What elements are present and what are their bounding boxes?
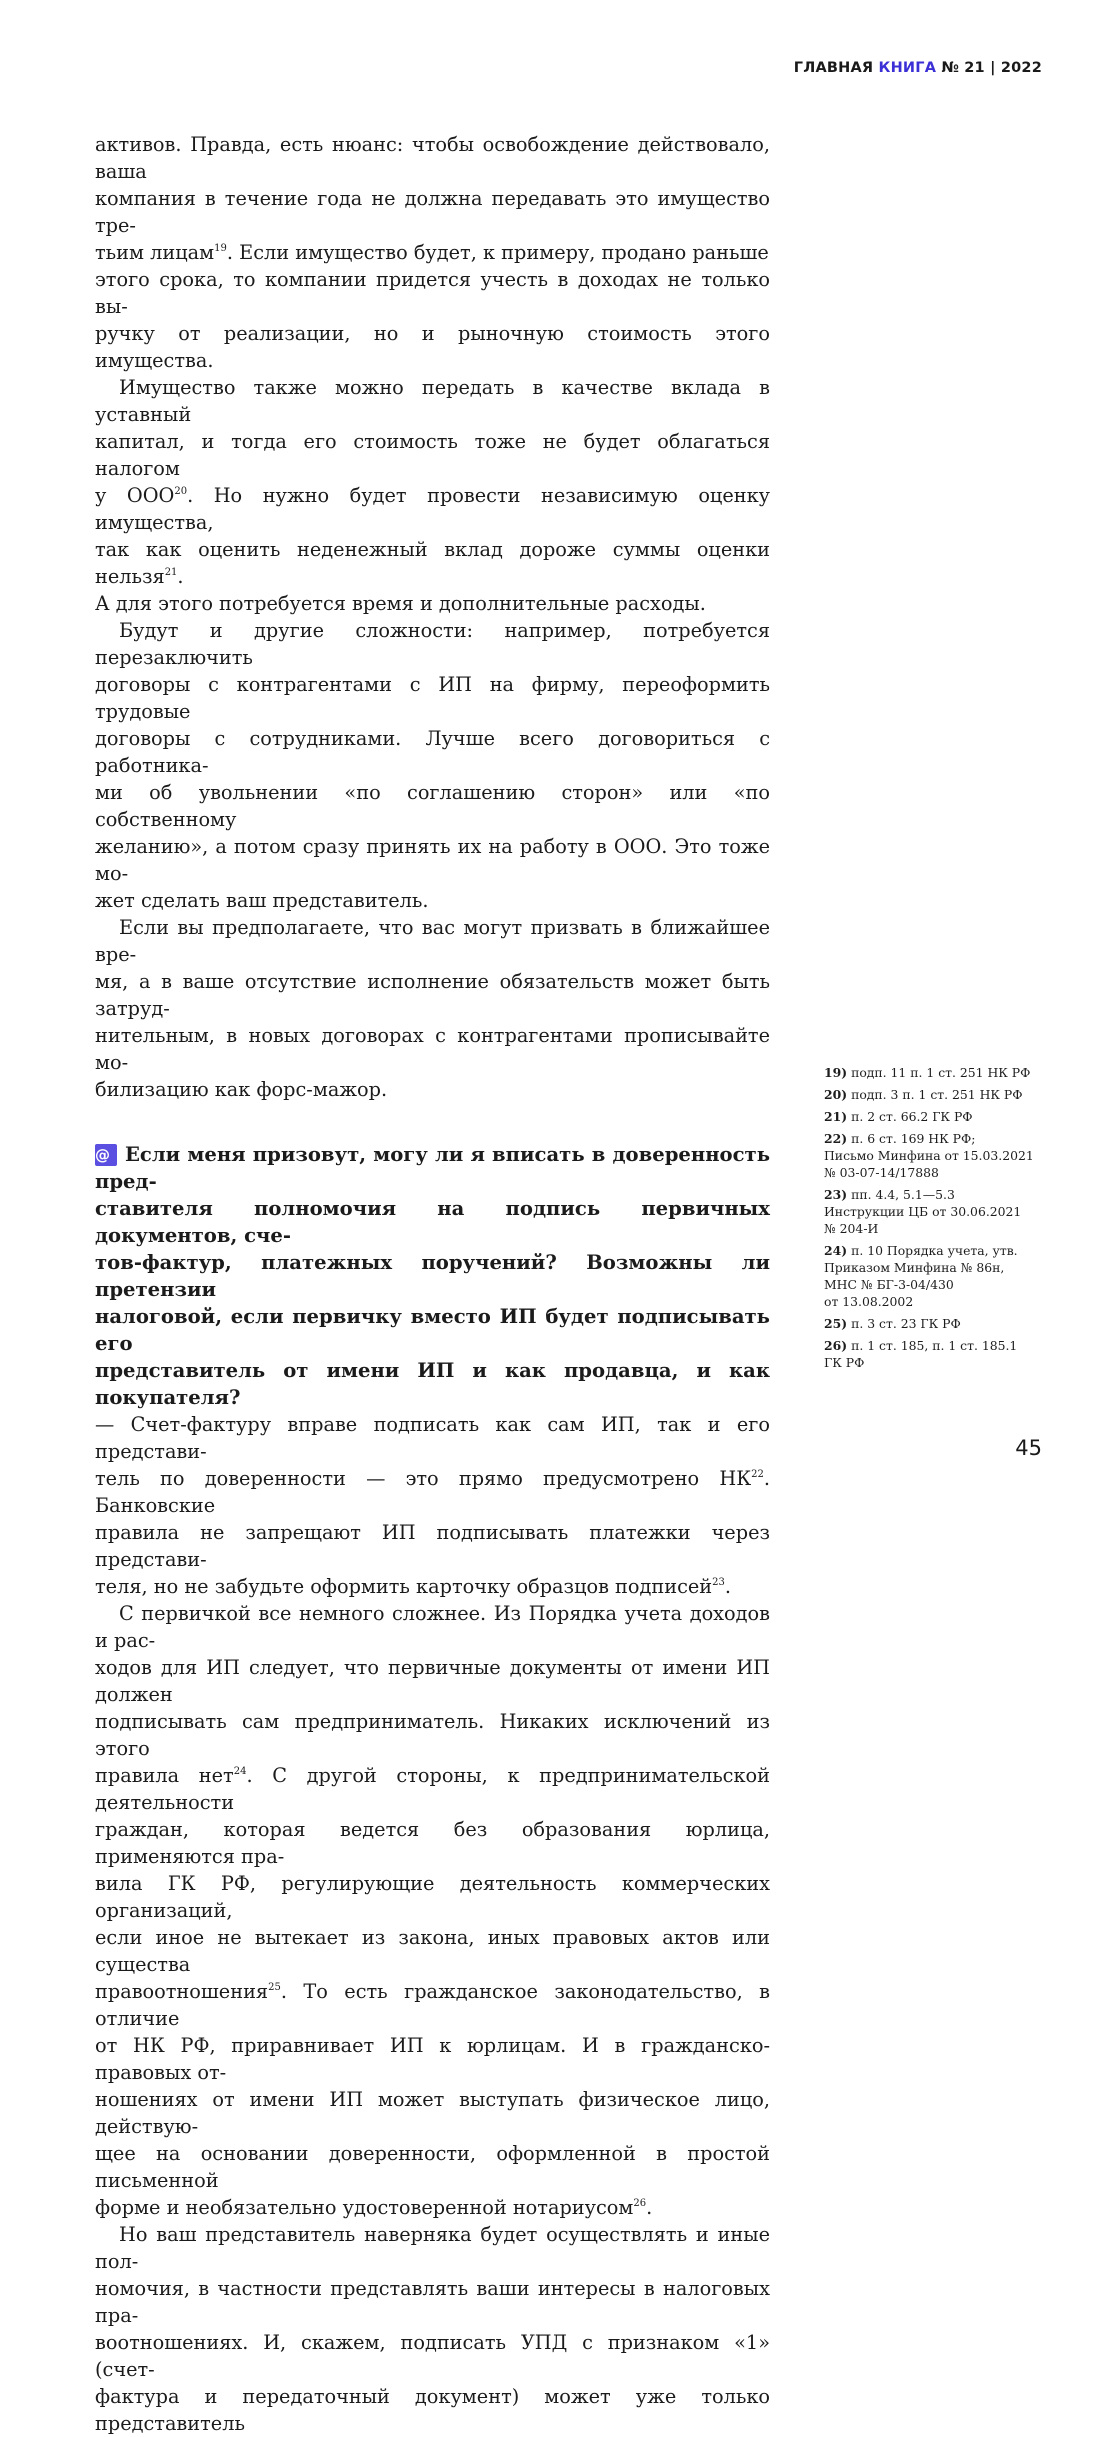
footnote-19 [824, 1064, 1049, 1081]
footnote-24 [824, 1242, 1049, 1310]
footnote-ref-23: 23 [712, 1576, 725, 1588]
paragraph-5-text-a: С первичкой все немного сложнее. Из Порядка учета доходов и рас- ходов для ИП следует, что первичные документы от имени ИП должен подписывать сам предприниматель. Никаких исключений из этого правила нет [95, 1602, 770, 1787]
paragraph-2-text-a: Имущество также можно передать в качестве вклада в уставный капитал, и тогда его стоимость тоже не будет облагаться налогом у ООО [95, 376, 770, 507]
issue-number: № 21 | 2022 [941, 60, 1042, 76]
footnote-21 [824, 1108, 1049, 1125]
magazine-title-part2: КНИГА [878, 60, 937, 76]
footnote-text: подп. 11 п. 1 ст. 251 НК РФ [851, 1065, 1031, 1080]
footnote-26 [824, 1337, 1049, 1371]
footnote-text: п. 3 ст. 23 ГК РФ [851, 1316, 961, 1331]
page-number: 45 [1015, 1436, 1042, 1460]
article-body [95, 131, 770, 2437]
paragraph-2-text-b: . Но нужно будет провести независимую оценку имущества, так как оценить неденежный вклад дороже суммы оценки нельзя [95, 484, 770, 588]
answer-text-c: . [724, 1575, 732, 1598]
footnote-text: п. 10 Порядка учета, утв. Приказом Минфина № 86н, МНС № БГ-3-04/430 от 13.08.2002 [824, 1243, 1018, 1309]
footnote-20 [824, 1086, 1049, 1103]
paragraph-5-text-c: . То есть гражданское законодательство, в отличие от НК РФ, приравнивает ИП к юрлицам. И в гражданско-правовых от- ношениях от имени ИП может выступать физическое лицо, действую- щее на основании доверенности, оформленной в простой письменной форме и необязательно удостоверенной нотариусом [95, 1980, 770, 2219]
answer-text-a: — Счет-фактуру вправе подписать как сам ИП, так и его представи- тель по доверенности — это прямо предусмотрено НК [95, 1413, 770, 1490]
paragraph-1 [95, 131, 770, 374]
answer-text-b: . Банковские правила не запрещают ИП подписывать платежки через представи- теля, но не забудьте оформить карточку образцов подписей [95, 1467, 770, 1598]
footnote-22 [824, 1130, 1049, 1181]
paragraph-1-text-a: активов. Правда, есть нюанс: чтобы освобождение действовало, ваша компания в течение года не должна передавать это имущество тре- тьим лицам [95, 133, 770, 264]
footnote-number: 22) [824, 1131, 848, 1146]
question-text: Если меня призовут, могу ли я вписать в доверенность пред- ставителя полномочия на подпись первичных документов, сче- тов-фактур, платежных поручений? Возможны ли претензии налоговой, если первичку вместо ИП будет подписывать его представитель от имени ИП и как продавца, и как покупателя? [95, 1143, 770, 1409]
paragraph-2 [95, 374, 770, 617]
footnote-ref-21: 21 [164, 566, 178, 578]
paragraph-5 [95, 1600, 770, 2221]
footnote-number: 25) [824, 1316, 848, 1331]
footnote-number: 19) [824, 1065, 848, 1080]
footnote-number: 20) [824, 1087, 848, 1102]
footnote-ref-24: 24 [233, 1765, 247, 1777]
footnote-ref-19: 19 [214, 242, 227, 254]
footnote-text: подп. 3 п. 1 ст. 251 НК РФ [851, 1087, 1023, 1102]
footnote-number: 24) [824, 1243, 848, 1258]
footnotes-column [824, 1064, 1049, 1376]
footnote-text: пп. 4.4, 5.1—5.3 Инструкции ЦБ от 30.06.2021 № 204-И [824, 1187, 1022, 1236]
paragraph-5-text-d: . [646, 2196, 653, 2219]
magazine-header [794, 60, 1042, 76]
paragraph-5-text-b: . С другой стороны, к предпринимательской деятельности граждан, которая ведется без образования юрлица, применяются пра- вила ГК РФ, регулирующие деятельность коммерческих организаций, если иное не вытекает из закона, иных правовых актов или существа правоотношения [95, 1764, 770, 2003]
paragraph-2-text-c: . А для этого потребуется время и дополнительные расходы. [95, 565, 706, 615]
footnote-23 [824, 1186, 1049, 1237]
footnote-text: п. 6 ст. 169 НК РФ; Письмо Минфина от 15.03.2021 № 03-07-14/17888 [824, 1131, 1034, 1180]
paragraph-1-text-b: . Если имущество будет, к примеру, продано раньше этого срока, то компании придется учесть в доходах не только вы- ручку от реализации, но и рыночную стоимость этого имущества. [95, 241, 770, 372]
paragraph-3: Будут и другие сложности: например, потребуется перезаключить договоры с контрагентами с ИП на фирму, переоформить трудовые договоры с сотрудниками. Лучше всего договориться с работника- ми об увольнении «по соглашению сторон» или «по собственному желанию», а потом сразу принять их на работу в ООО. Это тоже мо- жет сделать ваш представитель. [95, 619, 770, 912]
question-block [95, 1141, 770, 1411]
answer-paragraph [95, 1411, 770, 1600]
footnote-number: 21) [824, 1109, 848, 1124]
footnote-ref-20: 20 [174, 485, 188, 497]
paragraph-6: Но ваш представитель наверняка будет осуществлять и иные пол- номочия, в частности представлять ваши интересы в налоговых пра- воотношениях. И, скажем, подписать УПД с признаком «1» (счет- фактура и передаточный документ) может уже только представитель [95, 2223, 770, 2435]
magazine-title-part1: ГЛАВНАЯ [793, 60, 874, 76]
footnote-ref-25: 25 [268, 1981, 281, 1993]
footnote-number: 26) [824, 1338, 848, 1353]
footnote-text: п. 2 ст. 66.2 ГК РФ [851, 1109, 973, 1124]
footnote-number: 23) [824, 1187, 848, 1202]
footnote-ref-26: 26 [633, 2197, 647, 2209]
footnote-text: п. 1 ст. 185, п. 1 ст. 185.1 ГК РФ [824, 1338, 1018, 1370]
footnote-ref-22: 22 [751, 1468, 764, 1480]
footnote-25 [824, 1315, 1049, 1332]
at-sign-icon: @ [95, 1144, 117, 1166]
paragraph-4: Если вы предполагаете, что вас могут призвать в ближайшее вре- мя, а в ваше отсутствие исполнение обязательств может быть затруд- нительным, в новых договорах с контрагентами прописывайте мо- билизацию как форс-мажор. [95, 916, 770, 1101]
